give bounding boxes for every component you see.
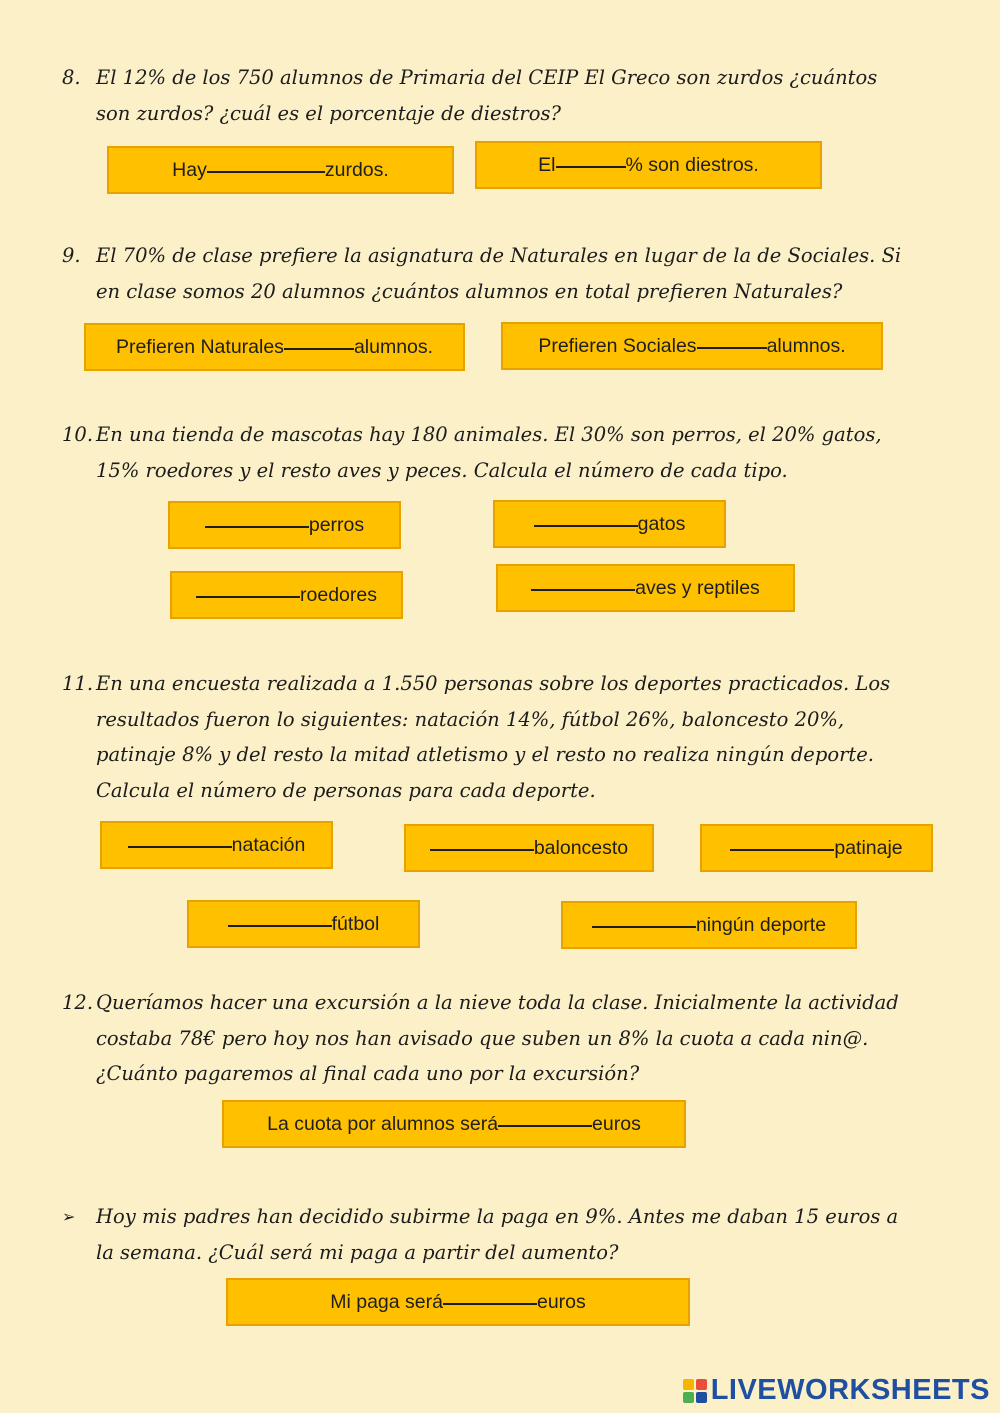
answer-box-roedores	[170, 571, 403, 619]
answer-box-futbol	[187, 900, 420, 948]
answer-blank-gatos[interactable]	[534, 524, 638, 527]
answer-box-sociales	[501, 322, 883, 370]
answer-label-before: Hay	[172, 158, 207, 181]
question-8-line: El 12% de los 750 alumnos de Primaria del CEIP El Greco son zurdos ¿cuántos	[96, 66, 878, 89]
question-9	[62, 238, 901, 309]
answer-label-after: % son diestros.	[625, 153, 759, 176]
question-11-line: patinaje 8% y del resto la mitad atletismo y el resto no realiza ningún deporte.	[96, 743, 874, 766]
question-11-line: resultados fueron lo siguientes: natación 14%, fútbol 26%, baloncesto 20%,	[96, 707, 845, 731]
answer-box-natacion	[100, 821, 333, 869]
logo-square	[683, 1392, 694, 1403]
question-10	[62, 417, 882, 488]
logo-square	[683, 1379, 694, 1390]
answer-label-after: baloncesto	[533, 836, 629, 859]
question-12	[62, 985, 899, 1092]
question-11-line: Calcula el número de personas para cada deporte.	[96, 778, 596, 802]
answer-label-after: ningún deporte	[695, 913, 827, 936]
answer-box-aves	[496, 564, 795, 612]
answer-box-perros	[168, 501, 401, 549]
answer-label-before: Prefieren Sociales	[538, 334, 697, 357]
question-12-line: ¿Cuánto pagaremos al final cada uno por la excursión?	[96, 1062, 640, 1085]
question-12-line: Queríamos hacer una excursión a la nieve toda la clase. Inicialmente la actividad	[96, 991, 899, 1014]
answer-label-after: perros	[308, 513, 365, 536]
answer-label-before: La cuota por alumnos será	[267, 1112, 499, 1135]
answer-box-patinaje	[700, 824, 933, 872]
liveworksheets-logo-icon	[683, 1379, 707, 1403]
answer-blank-cuota[interactable]	[498, 1124, 592, 1127]
question-12-number: 12.	[62, 991, 94, 1014]
answer-blank-futbol[interactable]	[228, 924, 332, 927]
liveworksheets-logo	[683, 1374, 990, 1407]
answer-label-after: gatos	[637, 512, 686, 535]
answer-box-zurdos	[107, 146, 454, 194]
question-11-number: 11.	[62, 672, 94, 695]
question-10-line: 15% roedores y el resto aves y peces. Calcula el número de cada tipo.	[96, 458, 788, 482]
answer-label-before: Mi paga será	[330, 1290, 443, 1313]
bullet-arrow-icon: ➢	[62, 1207, 76, 1226]
answer-blank-natacion[interactable]	[128, 845, 232, 848]
answer-label-after: euros	[592, 1112, 641, 1135]
answer-blank-patinaje[interactable]	[730, 848, 834, 851]
answer-box-baloncesto	[404, 824, 654, 872]
question-10-line: En una tienda de mascotas hay 180 animales. El 30% son perros, el 20% gatos,	[96, 423, 882, 446]
question-11-line: En una encuesta realizada a 1.550 personas sobre los deportes practicados. Los	[96, 672, 891, 695]
answer-label-after: alumnos.	[353, 335, 434, 358]
answer-blank-baloncesto[interactable]	[430, 848, 534, 851]
question-9-line: en clase somos 20 alumnos ¿cuántos alumnos en total prefieren Naturales?	[96, 279, 843, 303]
answer-blank-sociales[interactable]	[697, 346, 767, 349]
answer-box-cuota	[222, 1100, 686, 1148]
answer-blank-perros[interactable]	[205, 525, 309, 528]
answer-blank-diestros[interactable]	[556, 165, 626, 168]
answer-label-after: zurdos.	[324, 158, 389, 181]
question-12-line: costaba 78€ pero hoy nos han avisado que suben un 8% la cuota a cada nin@.	[96, 1026, 869, 1050]
question-9-number: 9.	[62, 244, 81, 267]
question-10-number: 10.	[62, 423, 94, 446]
answer-blank-ningun-deporte[interactable]	[592, 925, 696, 928]
answer-label-after: aves y reptiles	[635, 576, 760, 599]
answer-box-gatos	[493, 500, 726, 548]
answer-box-diestros	[475, 141, 822, 189]
answer-blank-zurdos[interactable]	[207, 170, 325, 173]
question-bonus	[62, 1199, 898, 1270]
liveworksheets-logo-text: LIVEWORKSHEETS	[710, 1374, 990, 1406]
answer-label-before: Prefieren Naturales	[115, 335, 284, 358]
question-11	[62, 666, 890, 808]
question-9-line: El 70% de clase prefiere la asignatura de Naturales en lugar de la de Sociales. Si	[96, 244, 902, 267]
answer-label-after: patinaje	[834, 836, 903, 859]
answer-label-after: euros	[536, 1290, 586, 1313]
logo-square	[696, 1392, 707, 1403]
question-8-line: son zurdos? ¿cuál es el porcentaje de diestros?	[96, 101, 561, 125]
answer-blank-aves[interactable]	[531, 588, 635, 591]
answer-label-after: fútbol	[331, 912, 380, 935]
logo-square	[696, 1379, 707, 1390]
answer-blank-naturales[interactable]	[284, 347, 354, 350]
answer-box-ningun-deporte	[561, 901, 857, 949]
question-8-number: 8.	[62, 66, 81, 89]
answer-label-after: natación	[231, 833, 306, 856]
answer-blank-roedores[interactable]	[196, 595, 300, 598]
answer-label-after: alumnos.	[766, 334, 846, 357]
question-bonus-line: la semana. ¿Cuál será mi paga a partir del aumento?	[96, 1240, 619, 1264]
answer-label-after: roedores	[300, 583, 377, 606]
question-bonus-line: Hoy mis padres han decidido subirme la paga en 9%. Antes me daban 15 euros a	[96, 1205, 899, 1228]
answer-box-naturales	[84, 323, 465, 371]
answer-box-paga	[226, 1278, 690, 1326]
answer-label-before: El	[538, 153, 556, 176]
question-8	[62, 60, 877, 131]
answer-blank-paga[interactable]	[443, 1302, 537, 1305]
